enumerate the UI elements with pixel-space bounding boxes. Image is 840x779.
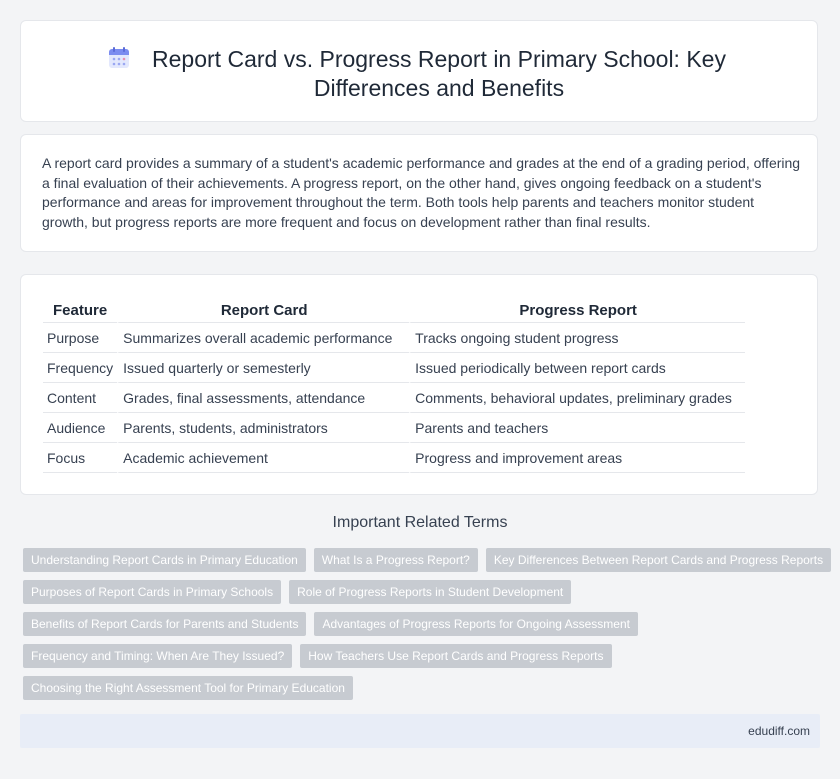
intro-paragraph: A report card provides a summary of a student's academic performance and grades at the end of a grading period, offering a final evaluation of their achievements. A progress report, on the other hand, gives ongoing feedback on a student's performance and areas for improvement throughout the term. Both tools help parents and teachers monitor student growth, but progress reports are more frequent and focus on development rather than final results. — [42, 155, 801, 230]
table-header-row — [43, 295, 745, 323]
related-term-tag[interactable]: Choosing the Right Assessment Tool for Primary Education — [23, 676, 353, 700]
tag-row — [23, 548, 823, 572]
related-term-tag[interactable]: Role of Progress Reports in Student Development — [289, 580, 571, 604]
table-cell: Academic achievement — [117, 443, 409, 473]
table-cell: Focus — [43, 443, 117, 473]
related-term-tag[interactable]: How Teachers Use Report Cards and Progress Reports — [300, 644, 611, 668]
tag-row — [23, 644, 823, 668]
related-term-tag[interactable]: Frequency and Timing: When Are They Issued? — [23, 644, 292, 668]
comparison-card — [20, 274, 818, 495]
table-cell: Tracks ongoing student progress — [409, 323, 745, 353]
table-row — [43, 383, 745, 413]
table-cell: Purpose — [43, 323, 117, 353]
related-terms-list — [23, 548, 823, 708]
related-terms-heading: Important Related Terms — [332, 514, 508, 531]
column-header: Progress Report — [409, 295, 745, 323]
table-cell: Audience — [43, 413, 117, 443]
tag-row — [23, 580, 823, 604]
site-link[interactable]: edudiff.com — [748, 724, 810, 738]
table-cell: Parents and teachers — [409, 413, 745, 443]
footer — [20, 714, 820, 748]
table-row — [43, 353, 745, 383]
table-cell: Issued periodically between report cards — [409, 353, 745, 383]
title-card — [20, 20, 818, 122]
related-term-tag[interactable]: Key Differences Between Report Cards and Progress Reports — [486, 548, 831, 572]
related-term-tag[interactable]: What Is a Progress Report? — [314, 548, 478, 572]
table-cell: Issued quarterly or semesterly — [117, 353, 409, 383]
comparison-table — [43, 295, 745, 473]
table-row — [43, 413, 745, 443]
page-title: Report Card vs. Progress Report in Primary School: Key Differences and Benefits — [152, 46, 726, 101]
table-cell: Parents, students, administrators — [117, 413, 409, 443]
related-term-tag[interactable]: Benefits of Report Cards for Parents and Students — [23, 612, 306, 636]
table-cell: Progress and improvement areas — [409, 443, 745, 473]
related-term-tag[interactable]: Understanding Report Cards in Primary Education — [23, 548, 306, 572]
column-header: Feature — [43, 295, 117, 323]
related-term-tag[interactable]: Advantages of Progress Reports for Ongoing Assessment — [314, 612, 638, 636]
table-cell: Summarizes overall academic performance — [117, 323, 409, 353]
column-header: Report Card — [117, 295, 409, 323]
tag-row — [23, 676, 823, 700]
table-cell: Grades, final assessments, attendance — [117, 383, 409, 413]
intro-card — [20, 134, 818, 252]
table-cell: Content — [43, 383, 117, 413]
table-row — [43, 443, 745, 473]
related-term-tag[interactable]: Purposes of Report Cards in Primary Schools — [23, 580, 281, 604]
table-row — [43, 323, 745, 353]
table-cell: Frequency — [43, 353, 117, 383]
tag-row — [23, 612, 823, 636]
table-cell: Comments, behavioral updates, preliminary grades — [409, 383, 745, 413]
